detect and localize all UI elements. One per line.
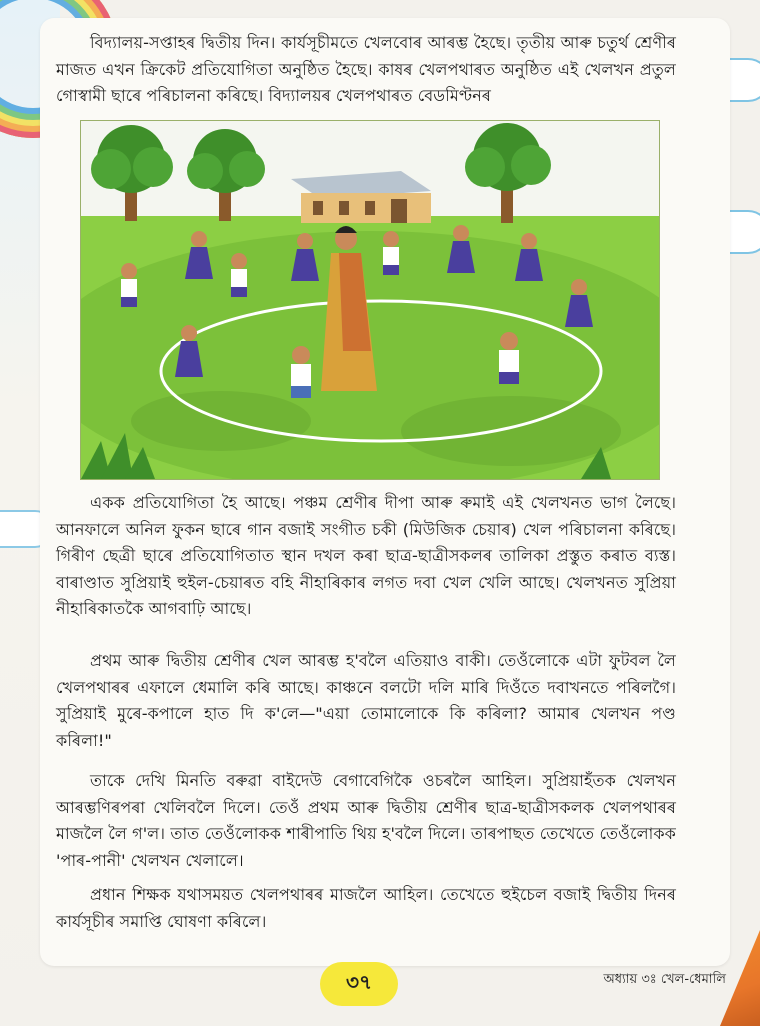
chapter-title-footer: অধ্যায় ৩ঃ খেল-ধেমালি bbox=[603, 972, 726, 987]
school-building bbox=[291, 171, 431, 223]
paragraph-3: প্ৰথম আৰু দ্বিতীয় শ্ৰেণীৰ খেল আৰম্ভ হ'বলৈ এতিয়াও বাকী। তেওঁলোকে এটা ফুটবল লৈ খেলপথাৰৰ এফালে ধেমালি কৰি আছে। কাঞ্চনে বলটো দলি মাৰি দিওঁতে দবাখনতে পৰিলগৈ। সুপ্ৰিয়াই মুৰে-কপালে হাত দি ক'লে—"এয়া তোমালোকে কি কৰিলা? আমাৰ খেলখন পণ্ড কৰিলা!" bbox=[56, 651, 676, 750]
paragraph-5: প্ৰধান শিক্ষক যথাসময়ত খেলপথাৰৰ মাজলৈ আহিল। তেখেতে হুইচেল বজাই দ্বিতীয় দিনৰ কাৰ্যসূচীৰ সমাপ্তি ঘোষণা কৰিলে। bbox=[56, 885, 676, 931]
page-number-badge: ৩৭ bbox=[320, 962, 398, 1006]
paragraph-1: বিদ্যালয়-সপ্তাহৰ দ্বিতীয় দিন। কাৰ্যসূচীমতে খেলবোৰ আৰম্ভ হৈছে। তৃতীয় আৰু চতুৰ্থ শ্ৰেণীৰ মাজত এখন ক্ৰিকেট প্ৰতিযোগিতা অনুষ্ঠিত হৈছে। কাষৰ খেলপথাৰত অনুষ্ঠিত এই খেলখন প্ৰতুল গোস্বামী ছাৰে পৰিচালনা কৰিছে। বিদ্যালয়ৰ খেলপথাৰত বেডমিণ্টনৰ bbox=[56, 33, 676, 105]
paragraph-4: তাকে দেখি মিনতি বৰুৱা বাইদেউ বেগাবেগিকৈ ওচৰলৈ আহিল। সুপ্ৰিয়াহঁতক খেলখন আৰম্ভণিৰপৰা খেলিবলৈ দিলে। তেওঁ প্ৰথম আৰু দ্বিতীয় শ্ৰেণীৰ ছাত্ৰ-ছাত্ৰীসকলক খেলপথাৰৰ মাজলৈ লৈ গ'ল। তাত তেওঁলোকক শাৰীপাতি থিয় হ'বলৈ দিলে। তাৰপাছত তেখেতে তেওঁলোকক 'পাৰ-পানী' খেলখন খেলালে। bbox=[56, 771, 676, 870]
playground-illustration bbox=[80, 120, 660, 480]
paragraph-2: একক প্ৰতিযোগিতা হৈ আছে। পঞ্চম শ্ৰেণীৰ দীপা আৰু ৰুমাই এই খেলখনত ভাগ লৈছে। আনফালে অনিল ফুকন ছাৰে গান বজাই সংগীত চকী (মিউজিক চেয়াৰ) খেল পৰিচালনা কৰিছে। গিৰীণ ছেত্ৰী ছাৰে প্ৰতিযোগিতাত স্থান দখল কৰা ছাত্ৰ-ছাত্ৰীসকলৰ তালিকা প্ৰস্তুত কৰাত ব্যস্ত। বাৰাণ্ডাত সুপ্ৰিয়াই হুইল-চেয়াৰত বহি নীহাৰিকাৰ লগত দবা খেল খেলি আছে। খেলখনত সুপ্ৰিয়া নীহাৰিকাতকৈ আগবাঢ়ি আছে। bbox=[56, 493, 676, 618]
